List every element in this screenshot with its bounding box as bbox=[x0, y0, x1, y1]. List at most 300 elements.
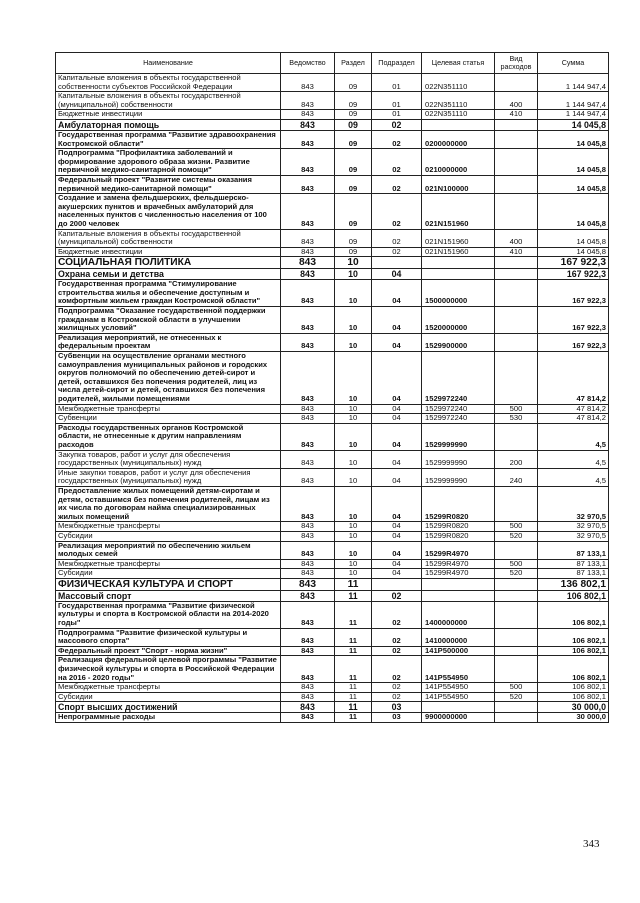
cell-section: 10 bbox=[335, 569, 372, 579]
cell-department: 843 bbox=[281, 450, 335, 468]
table-row bbox=[56, 414, 609, 424]
cell-amount: 32 970,5 bbox=[538, 522, 609, 532]
table-row bbox=[56, 628, 609, 646]
cell-subsection: 04 bbox=[372, 404, 422, 414]
table-row bbox=[56, 683, 609, 693]
cell-subsection: 04 bbox=[372, 559, 422, 569]
cell-department: 843 bbox=[281, 247, 335, 257]
cell-department: 843 bbox=[281, 414, 335, 424]
cell-name: Капитальные вложения в объекты государственной (муниципальной) собственности bbox=[56, 92, 281, 110]
cell-amount: 106 802,1 bbox=[538, 601, 609, 628]
cell-name: Непрограммные расходы bbox=[56, 713, 281, 723]
cell-department: 843 bbox=[281, 307, 335, 334]
cell-section: 11 bbox=[335, 590, 372, 601]
cell-name: Подпрограмма "Профилактика заболеваний и формирование здорового образа жизни. Развитие первичной медико-санитарной помощи" bbox=[56, 149, 281, 176]
cell-target-article bbox=[422, 590, 495, 601]
cell-amount: 87 133,1 bbox=[538, 541, 609, 559]
cell-expense-type: 410 bbox=[495, 247, 538, 257]
cell-target-article: 15299R4970 bbox=[422, 559, 495, 569]
cell-subsection bbox=[372, 578, 422, 590]
cell-department: 843 bbox=[281, 656, 335, 683]
cell-amount: 4,5 bbox=[538, 450, 609, 468]
table-row bbox=[56, 119, 609, 130]
cell-department: 843 bbox=[281, 486, 335, 521]
cell-expense-type bbox=[495, 333, 538, 351]
cell-section: 11 bbox=[335, 692, 372, 702]
cell-expense-type bbox=[495, 269, 538, 280]
column-header-subsection: Подраздел bbox=[372, 53, 422, 74]
cell-subsection: 01 bbox=[372, 110, 422, 120]
cell-expense-type bbox=[495, 352, 538, 405]
cell-target-article bbox=[422, 578, 495, 590]
cell-target-article: 1529900000 bbox=[422, 333, 495, 351]
cell-subsection: 02 bbox=[372, 247, 422, 257]
cell-amount: 30 000,0 bbox=[538, 713, 609, 723]
cell-department: 843 bbox=[281, 110, 335, 120]
cell-subsection: 04 bbox=[372, 352, 422, 405]
cell-amount: 32 970,5 bbox=[538, 486, 609, 521]
table-row bbox=[56, 541, 609, 559]
cell-expense-type: 400 bbox=[495, 229, 538, 247]
column-header-amount: Сумма bbox=[538, 53, 609, 74]
cell-name: Реализация мероприятий, не отнесенных к федеральным проектам bbox=[56, 333, 281, 351]
cell-name: Межбюджетные трансферты bbox=[56, 559, 281, 569]
cell-subsection: 04 bbox=[372, 569, 422, 579]
cell-department: 843 bbox=[281, 149, 335, 176]
cell-subsection: 04 bbox=[372, 468, 422, 486]
cell-section: 10 bbox=[335, 333, 372, 351]
cell-name: Реализация федеральной целевой программы "Развитие физической культуры и спорта в Российской Федерации на 2016 - 2020 годы" bbox=[56, 656, 281, 683]
cell-name: Амбулаторная помощь bbox=[56, 119, 281, 130]
table-row bbox=[56, 646, 609, 656]
cell-amount: 14 045,8 bbox=[538, 130, 609, 148]
cell-target-article bbox=[422, 702, 495, 713]
table-header-row bbox=[56, 53, 609, 74]
cell-subsection: 02 bbox=[372, 149, 422, 176]
cell-section: 09 bbox=[335, 175, 372, 193]
cell-subsection: 02 bbox=[372, 646, 422, 656]
cell-amount: 106 802,1 bbox=[538, 692, 609, 702]
cell-subsection: 04 bbox=[372, 414, 422, 424]
cell-amount: 14 045,8 bbox=[538, 119, 609, 130]
cell-department: 843 bbox=[281, 628, 335, 646]
cell-subsection: 01 bbox=[372, 74, 422, 92]
cell-subsection: 02 bbox=[372, 229, 422, 247]
cell-target-article: 021N151960 bbox=[422, 229, 495, 247]
cell-section: 11 bbox=[335, 601, 372, 628]
cell-subsection: 04 bbox=[372, 450, 422, 468]
cell-section: 09 bbox=[335, 110, 372, 120]
cell-subsection: 04 bbox=[372, 486, 422, 521]
cell-amount: 167 922,3 bbox=[538, 280, 609, 307]
cell-subsection: 02 bbox=[372, 683, 422, 693]
cell-target-article: 15299R4970 bbox=[422, 541, 495, 559]
cell-name: Бюджетные инвестиции bbox=[56, 110, 281, 120]
table-row bbox=[56, 569, 609, 579]
cell-name: Реализация мероприятий по обеспечению жильем молодых семей bbox=[56, 541, 281, 559]
cell-amount: 167 922,3 bbox=[538, 307, 609, 334]
cell-expense-type bbox=[495, 601, 538, 628]
column-header-target-article: Целевая статья bbox=[422, 53, 495, 74]
table-row bbox=[56, 559, 609, 569]
cell-target-article: 15299R0820 bbox=[422, 531, 495, 541]
cell-target-article: 021N151960 bbox=[422, 247, 495, 257]
cell-department: 843 bbox=[281, 404, 335, 414]
cell-section: 10 bbox=[335, 257, 372, 269]
cell-amount: 1 144 947,4 bbox=[538, 92, 609, 110]
table-row bbox=[56, 74, 609, 92]
cell-section: 11 bbox=[335, 656, 372, 683]
cell-name: Закупка товаров, работ и услуг для обеспечения государственных (муниципальных) нужд bbox=[56, 450, 281, 468]
cell-department: 843 bbox=[281, 569, 335, 579]
cell-department: 843 bbox=[281, 522, 335, 532]
cell-subsection: 02 bbox=[372, 692, 422, 702]
table-row bbox=[56, 692, 609, 702]
cell-expense-type: 240 bbox=[495, 468, 538, 486]
cell-amount: 106 802,1 bbox=[538, 590, 609, 601]
cell-amount: 87 133,1 bbox=[538, 559, 609, 569]
table-row bbox=[56, 307, 609, 334]
cell-section: 11 bbox=[335, 683, 372, 693]
cell-expense-type bbox=[495, 486, 538, 521]
cell-expense-type: 500 bbox=[495, 522, 538, 532]
cell-name: Межбюджетные трансферты bbox=[56, 404, 281, 414]
cell-amount: 14 045,8 bbox=[538, 229, 609, 247]
table-row bbox=[56, 92, 609, 110]
cell-subsection: 02 bbox=[372, 130, 422, 148]
cell-section: 09 bbox=[335, 92, 372, 110]
cell-amount: 106 802,1 bbox=[538, 646, 609, 656]
table-row bbox=[56, 247, 609, 257]
cell-target-article: 1410000000 bbox=[422, 628, 495, 646]
cell-section: 10 bbox=[335, 468, 372, 486]
cell-department: 843 bbox=[281, 175, 335, 193]
cell-name: Субсидии bbox=[56, 692, 281, 702]
cell-amount: 167 922,3 bbox=[538, 333, 609, 351]
table-row bbox=[56, 333, 609, 351]
cell-section: 10 bbox=[335, 404, 372, 414]
cell-subsection: 02 bbox=[372, 175, 422, 193]
cell-amount: 106 802,1 bbox=[538, 628, 609, 646]
cell-section: 11 bbox=[335, 578, 372, 590]
cell-name: Бюджетные инвестиции bbox=[56, 247, 281, 257]
table-row bbox=[56, 149, 609, 176]
table-row bbox=[56, 110, 609, 120]
cell-amount: 136 802,1 bbox=[538, 578, 609, 590]
table-row bbox=[56, 194, 609, 229]
cell-name: Расходы государственных органов Костромской области, не отнесенные к другим направлениям расходов bbox=[56, 423, 281, 450]
cell-name: Федеральный проект "Развитие системы оказания первичной медико-санитарной помощи" bbox=[56, 175, 281, 193]
cell-section: 10 bbox=[335, 559, 372, 569]
cell-expense-type bbox=[495, 656, 538, 683]
cell-section: 09 bbox=[335, 229, 372, 247]
cell-department: 843 bbox=[281, 692, 335, 702]
table-row bbox=[56, 656, 609, 683]
cell-expense-type bbox=[495, 257, 538, 269]
cell-department: 843 bbox=[281, 119, 335, 130]
table-row bbox=[56, 531, 609, 541]
cell-department: 843 bbox=[281, 468, 335, 486]
table-row bbox=[56, 229, 609, 247]
cell-section: 09 bbox=[335, 149, 372, 176]
table-row bbox=[56, 450, 609, 468]
cell-department: 843 bbox=[281, 92, 335, 110]
cell-section: 10 bbox=[335, 531, 372, 541]
cell-section: 11 bbox=[335, 713, 372, 723]
cell-section: 10 bbox=[335, 541, 372, 559]
cell-subsection: 01 bbox=[372, 92, 422, 110]
cell-expense-type bbox=[495, 713, 538, 723]
cell-amount: 1 144 947,4 bbox=[538, 110, 609, 120]
cell-amount: 47 814,2 bbox=[538, 414, 609, 424]
table-row bbox=[56, 702, 609, 713]
cell-amount: 14 045,8 bbox=[538, 149, 609, 176]
cell-expense-type: 520 bbox=[495, 692, 538, 702]
cell-target-article: 1400000000 bbox=[422, 601, 495, 628]
cell-subsection: 04 bbox=[372, 333, 422, 351]
cell-target-article: 1500000000 bbox=[422, 280, 495, 307]
cell-expense-type bbox=[495, 149, 538, 176]
table-row bbox=[56, 423, 609, 450]
cell-amount: 30 000,0 bbox=[538, 702, 609, 713]
cell-section: 11 bbox=[335, 702, 372, 713]
cell-name: Капитальные вложения в объекты государственной собственности субъектов Российской Федерации bbox=[56, 74, 281, 92]
cell-expense-type bbox=[495, 130, 538, 148]
cell-target-article: 1529972240 bbox=[422, 404, 495, 414]
cell-amount: 167 922,3 bbox=[538, 269, 609, 280]
cell-department: 843 bbox=[281, 352, 335, 405]
cell-amount: 47 814,2 bbox=[538, 352, 609, 405]
cell-amount: 47 814,2 bbox=[538, 404, 609, 414]
cell-target-article: 1529999990 bbox=[422, 450, 495, 468]
cell-subsection: 02 bbox=[372, 119, 422, 130]
cell-amount: 87 133,1 bbox=[538, 569, 609, 579]
cell-target-article: 1529999990 bbox=[422, 468, 495, 486]
cell-name: СОЦИАЛЬНАЯ ПОЛИТИКА bbox=[56, 257, 281, 269]
cell-department: 843 bbox=[281, 590, 335, 601]
cell-target-article: 0210000000 bbox=[422, 149, 495, 176]
cell-target-article: 021N151960 bbox=[422, 194, 495, 229]
cell-department: 843 bbox=[281, 541, 335, 559]
cell-department: 843 bbox=[281, 646, 335, 656]
cell-subsection: 04 bbox=[372, 307, 422, 334]
cell-target-article: 1529972240 bbox=[422, 352, 495, 405]
column-header-name: Наименование bbox=[56, 53, 281, 74]
cell-subsection: 04 bbox=[372, 541, 422, 559]
cell-target-article: 1529999990 bbox=[422, 423, 495, 450]
cell-amount: 4,5 bbox=[538, 423, 609, 450]
cell-target-article: 141P554950 bbox=[422, 683, 495, 693]
cell-amount: 1 144 947,4 bbox=[538, 74, 609, 92]
cell-section: 10 bbox=[335, 352, 372, 405]
cell-name: Государственная программа "Развитие здравоохранения Костромской области" bbox=[56, 130, 281, 148]
cell-subsection: 04 bbox=[372, 423, 422, 450]
cell-target-article: 0200000000 bbox=[422, 130, 495, 148]
cell-target-article: 141P554950 bbox=[422, 692, 495, 702]
cell-department: 843 bbox=[281, 578, 335, 590]
cell-section: 11 bbox=[335, 646, 372, 656]
cell-target-article: 1520000000 bbox=[422, 307, 495, 334]
cell-department: 843 bbox=[281, 74, 335, 92]
table-row bbox=[56, 468, 609, 486]
cell-target-article: 1529972240 bbox=[422, 414, 495, 424]
cell-name: Подпрограмма "Развитие физической культуры и массового спорта" bbox=[56, 628, 281, 646]
cell-name: Охрана семьи и детства bbox=[56, 269, 281, 280]
cell-name: Государственная программа "Стимулирование строительства жилья и обеспечение доступным и комфортным жильем граждан Костромской области" bbox=[56, 280, 281, 307]
cell-department: 843 bbox=[281, 269, 335, 280]
cell-subsection: 02 bbox=[372, 590, 422, 601]
cell-name: ФИЗИЧЕСКАЯ КУЛЬТУРА И СПОРТ bbox=[56, 578, 281, 590]
cell-department: 843 bbox=[281, 702, 335, 713]
cell-amount: 32 970,5 bbox=[538, 531, 609, 541]
table-row bbox=[56, 352, 609, 405]
cell-name: Субсидии bbox=[56, 569, 281, 579]
cell-expense-type bbox=[495, 590, 538, 601]
cell-section: 09 bbox=[335, 247, 372, 257]
cell-name: Спорт высших достижений bbox=[56, 702, 281, 713]
cell-department: 843 bbox=[281, 423, 335, 450]
table-row bbox=[56, 713, 609, 723]
cell-name: Создание и замена фельдшерских, фельдшерско-акушерских пунктов и врачебных амбулаторий для населенных пунктов с численностью населения от 100 до 2000 человек bbox=[56, 194, 281, 229]
table-row bbox=[56, 280, 609, 307]
cell-amount: 14 045,8 bbox=[538, 194, 609, 229]
budget-table bbox=[55, 52, 609, 723]
cell-department: 843 bbox=[281, 713, 335, 723]
cell-department: 843 bbox=[281, 559, 335, 569]
cell-subsection: 02 bbox=[372, 601, 422, 628]
table-body bbox=[56, 74, 609, 723]
column-header-department: Ведомство bbox=[281, 53, 335, 74]
cell-subsection: 03 bbox=[372, 702, 422, 713]
cell-name: Субвенции bbox=[56, 414, 281, 424]
cell-amount: 4,5 bbox=[538, 468, 609, 486]
cell-expense-type bbox=[495, 646, 538, 656]
cell-target-article: 021N100000 bbox=[422, 175, 495, 193]
cell-department: 843 bbox=[281, 194, 335, 229]
page-number: 343 bbox=[583, 838, 600, 850]
table-row bbox=[56, 269, 609, 280]
cell-target-article: 9900000000 bbox=[422, 713, 495, 723]
cell-department: 843 bbox=[281, 683, 335, 693]
cell-target-article: 022N351110 bbox=[422, 110, 495, 120]
cell-subsection: 04 bbox=[372, 522, 422, 532]
cell-subsection bbox=[372, 257, 422, 269]
cell-name: Капитальные вложения в объекты государственной (муниципальной) собственности bbox=[56, 229, 281, 247]
cell-section: 10 bbox=[335, 414, 372, 424]
cell-section: 11 bbox=[335, 628, 372, 646]
cell-section: 10 bbox=[335, 307, 372, 334]
cell-section: 10 bbox=[335, 522, 372, 532]
cell-expense-type bbox=[495, 307, 538, 334]
cell-expense-type: 200 bbox=[495, 450, 538, 468]
cell-department: 843 bbox=[281, 229, 335, 247]
table-row bbox=[56, 130, 609, 148]
cell-target-article: 15299R0820 bbox=[422, 522, 495, 532]
table-row bbox=[56, 175, 609, 193]
cell-expense-type: 520 bbox=[495, 531, 538, 541]
cell-name: Федеральный проект "Спорт - норма жизни" bbox=[56, 646, 281, 656]
cell-section: 10 bbox=[335, 269, 372, 280]
cell-department: 843 bbox=[281, 130, 335, 148]
cell-name: Субсидии bbox=[56, 531, 281, 541]
cell-subsection: 02 bbox=[372, 194, 422, 229]
cell-department: 843 bbox=[281, 257, 335, 269]
cell-name: Массовый спорт bbox=[56, 590, 281, 601]
cell-expense-type bbox=[495, 541, 538, 559]
cell-section: 09 bbox=[335, 74, 372, 92]
cell-subsection: 03 bbox=[372, 713, 422, 723]
cell-department: 843 bbox=[281, 601, 335, 628]
cell-section: 09 bbox=[335, 119, 372, 130]
cell-department: 843 bbox=[281, 531, 335, 541]
cell-name: Подпрограмма "Оказание государственной поддержки гражданам в Костромской области в улучшении жилищных условий" bbox=[56, 307, 281, 334]
cell-section: 10 bbox=[335, 450, 372, 468]
cell-name: Иные закупки товаров, работ и услуг для обеспечения государственных (муниципальных) нужд bbox=[56, 468, 281, 486]
table-row bbox=[56, 486, 609, 521]
cell-section: 10 bbox=[335, 486, 372, 521]
cell-expense-type: 500 bbox=[495, 404, 538, 414]
cell-name: Предоставление жилых помещений детям-сиротам и детям, оставшимся без попечения родителей, лицам из их числа по договорам найма специализированных жилых помещений bbox=[56, 486, 281, 521]
cell-section: 10 bbox=[335, 280, 372, 307]
cell-amount: 14 045,8 bbox=[538, 175, 609, 193]
cell-expense-type bbox=[495, 280, 538, 307]
table-row bbox=[56, 601, 609, 628]
cell-section: 09 bbox=[335, 130, 372, 148]
cell-subsection: 04 bbox=[372, 269, 422, 280]
cell-expense-type bbox=[495, 423, 538, 450]
cell-expense-type bbox=[495, 702, 538, 713]
cell-target-article bbox=[422, 269, 495, 280]
cell-amount: 106 802,1 bbox=[538, 656, 609, 683]
table-row bbox=[56, 257, 609, 269]
cell-expense-type: 410 bbox=[495, 110, 538, 120]
cell-department: 843 bbox=[281, 280, 335, 307]
cell-target-article: 022N351110 bbox=[422, 74, 495, 92]
cell-expense-type: 500 bbox=[495, 559, 538, 569]
cell-expense-type bbox=[495, 119, 538, 130]
cell-name: Межбюджетные трансферты bbox=[56, 683, 281, 693]
cell-target-article bbox=[422, 257, 495, 269]
cell-section: 10 bbox=[335, 423, 372, 450]
cell-expense-type bbox=[495, 74, 538, 92]
table-row bbox=[56, 578, 609, 590]
cell-target-article bbox=[422, 119, 495, 130]
cell-target-article: 15299R0820 bbox=[422, 486, 495, 521]
table-row bbox=[56, 404, 609, 414]
cell-target-article: 022N351110 bbox=[422, 92, 495, 110]
cell-subsection: 02 bbox=[372, 656, 422, 683]
cell-amount: 106 802,1 bbox=[538, 683, 609, 693]
cell-target-article: 141P554950 bbox=[422, 656, 495, 683]
cell-subsection: 04 bbox=[372, 280, 422, 307]
table-row bbox=[56, 522, 609, 532]
cell-expense-type: 530 bbox=[495, 414, 538, 424]
column-header-section: Раздел bbox=[335, 53, 372, 74]
cell-section: 09 bbox=[335, 194, 372, 229]
cell-subsection: 04 bbox=[372, 531, 422, 541]
cell-expense-type bbox=[495, 628, 538, 646]
cell-expense-type bbox=[495, 175, 538, 193]
column-header-expense-type: Вид расходов bbox=[495, 53, 538, 74]
cell-expense-type bbox=[495, 578, 538, 590]
cell-target-article: 15299R4970 bbox=[422, 569, 495, 579]
cell-name: Межбюджетные трансферты bbox=[56, 522, 281, 532]
cell-expense-type: 500 bbox=[495, 683, 538, 693]
cell-expense-type: 520 bbox=[495, 569, 538, 579]
cell-subsection: 02 bbox=[372, 628, 422, 646]
cell-target-article: 141P500000 bbox=[422, 646, 495, 656]
cell-amount: 14 045,8 bbox=[538, 247, 609, 257]
